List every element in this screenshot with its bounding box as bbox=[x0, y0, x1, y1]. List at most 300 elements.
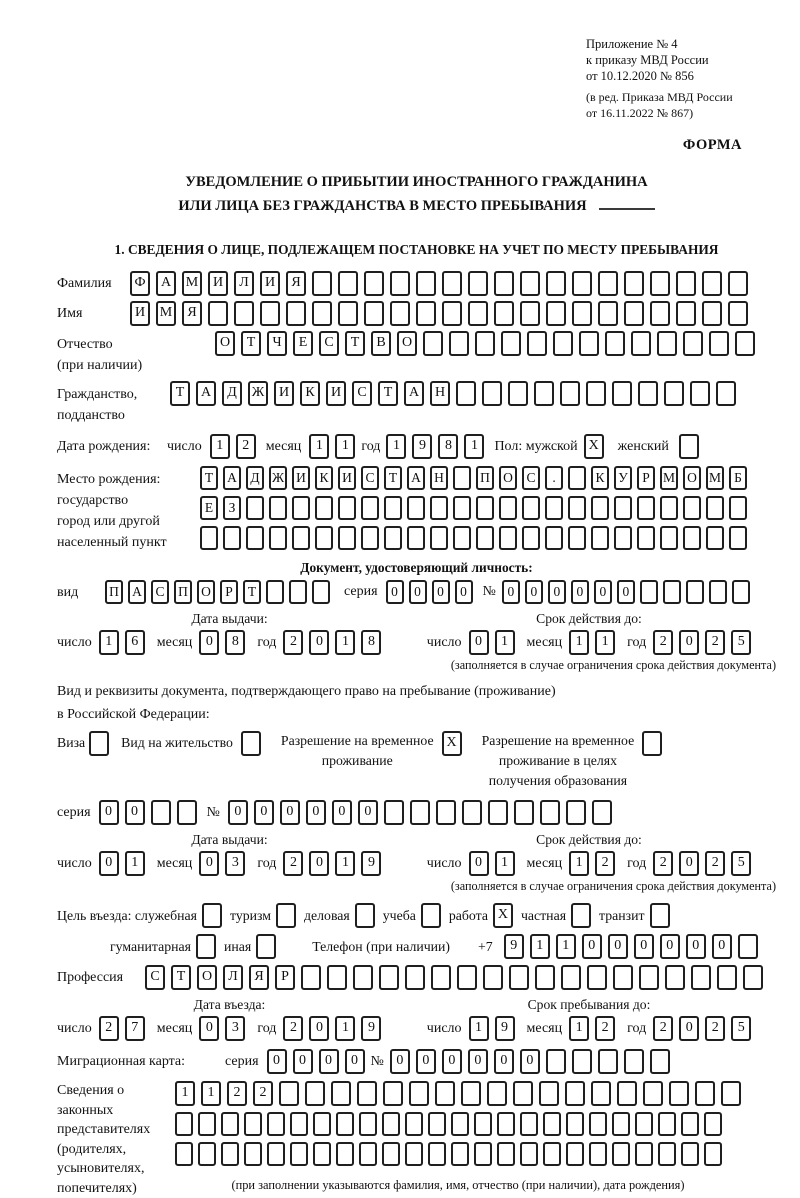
form-cell[interactable] bbox=[543, 1112, 561, 1136]
form-cell[interactable] bbox=[336, 1112, 354, 1136]
form-cell[interactable] bbox=[508, 381, 528, 406]
form-cell[interactable] bbox=[612, 1112, 630, 1136]
form-cell[interactable] bbox=[598, 301, 618, 326]
form-cell[interactable] bbox=[735, 331, 755, 356]
form-cell[interactable] bbox=[624, 301, 644, 326]
form-cell[interactable] bbox=[359, 1142, 377, 1166]
form-cell[interactable]: 0 bbox=[309, 630, 329, 655]
form-cell[interactable]: X bbox=[584, 434, 604, 459]
form-cell[interactable] bbox=[598, 271, 618, 296]
form-cell[interactable] bbox=[704, 1112, 722, 1136]
form-cell[interactable] bbox=[520, 271, 540, 296]
form-cell[interactable]: Я bbox=[182, 301, 202, 326]
form-cell[interactable]: Р bbox=[275, 965, 295, 990]
form-cell[interactable]: Т bbox=[241, 331, 261, 356]
form-cell[interactable]: 2 bbox=[653, 630, 673, 655]
form-cell[interactable] bbox=[589, 1142, 607, 1166]
form-cell[interactable] bbox=[514, 800, 534, 825]
form-cell[interactable] bbox=[586, 381, 606, 406]
form-cell[interactable] bbox=[635, 1142, 653, 1166]
form-cell[interactable] bbox=[499, 496, 517, 520]
form-cell[interactable]: 0 bbox=[99, 851, 119, 876]
form-cell[interactable]: 0 bbox=[345, 1049, 365, 1074]
form-cell[interactable] bbox=[566, 800, 586, 825]
form-cell[interactable] bbox=[702, 301, 722, 326]
form-cell[interactable] bbox=[591, 1081, 611, 1106]
form-cell[interactable] bbox=[624, 271, 644, 296]
form-cell[interactable] bbox=[614, 526, 632, 550]
form-cell[interactable]: 0 bbox=[416, 1049, 436, 1074]
form-cell[interactable]: О bbox=[197, 580, 215, 604]
form-cell[interactable] bbox=[442, 271, 462, 296]
form-cell[interactable]: О bbox=[499, 466, 517, 490]
form-cell[interactable]: Т bbox=[171, 965, 191, 990]
form-cell[interactable] bbox=[436, 800, 456, 825]
form-cell[interactable] bbox=[546, 1049, 566, 1074]
form-cell[interactable] bbox=[312, 271, 332, 296]
form-cell[interactable]: И bbox=[292, 466, 310, 490]
form-cell[interactable] bbox=[244, 1142, 262, 1166]
form-cell[interactable] bbox=[292, 526, 310, 550]
form-cell[interactable] bbox=[568, 496, 586, 520]
form-cell[interactable] bbox=[382, 1112, 400, 1136]
form-cell[interactable]: И bbox=[338, 466, 356, 490]
form-cell[interactable] bbox=[650, 1049, 670, 1074]
form-cell[interactable] bbox=[336, 1142, 354, 1166]
form-cell[interactable] bbox=[315, 496, 333, 520]
form-cell[interactable]: Т bbox=[378, 381, 398, 406]
form-cell[interactable] bbox=[244, 1112, 262, 1136]
form-cell[interactable]: Л bbox=[223, 965, 243, 990]
form-cell[interactable] bbox=[246, 526, 264, 550]
form-cell[interactable] bbox=[407, 526, 425, 550]
form-cell[interactable]: 1 bbox=[495, 630, 515, 655]
form-cell[interactable]: 0 bbox=[319, 1049, 339, 1074]
form-cell[interactable]: 2 bbox=[653, 1016, 673, 1041]
form-cell[interactable] bbox=[476, 496, 494, 520]
form-cell[interactable] bbox=[453, 526, 471, 550]
form-cell[interactable]: Д bbox=[222, 381, 242, 406]
form-cell[interactable]: 0 bbox=[442, 1049, 462, 1074]
form-cell[interactable] bbox=[357, 1081, 377, 1106]
form-cell[interactable]: 0 bbox=[267, 1049, 287, 1074]
form-cell[interactable] bbox=[520, 1142, 538, 1166]
form-cell[interactable]: 2 bbox=[705, 630, 725, 655]
form-cell[interactable]: 1 bbox=[569, 851, 589, 876]
form-cell[interactable]: Р bbox=[637, 466, 655, 490]
form-cell[interactable]: X bbox=[442, 731, 462, 756]
form-cell[interactable]: О bbox=[683, 466, 701, 490]
form-cell[interactable] bbox=[587, 965, 607, 990]
form-cell[interactable]: Т bbox=[384, 466, 402, 490]
form-cell[interactable]: 2 bbox=[253, 1081, 273, 1106]
form-cell[interactable]: 2 bbox=[705, 1016, 725, 1041]
form-cell[interactable] bbox=[305, 1081, 325, 1106]
form-cell[interactable]: О bbox=[397, 331, 417, 356]
form-cell[interactable]: Б bbox=[729, 466, 747, 490]
form-cell[interactable]: 9 bbox=[361, 1016, 381, 1041]
form-cell[interactable] bbox=[494, 271, 514, 296]
form-cell[interactable]: 0 bbox=[548, 580, 566, 604]
form-cell[interactable]: 0 bbox=[228, 800, 248, 825]
form-cell[interactable] bbox=[331, 1081, 351, 1106]
form-cell[interactable] bbox=[416, 271, 436, 296]
form-cell[interactable]: А bbox=[156, 271, 176, 296]
form-cell[interactable] bbox=[520, 301, 540, 326]
form-cell[interactable]: 0 bbox=[502, 580, 520, 604]
form-cell[interactable]: 2 bbox=[236, 434, 256, 459]
form-cell[interactable] bbox=[553, 331, 573, 356]
form-cell[interactable] bbox=[435, 1081, 455, 1106]
form-cell[interactable] bbox=[292, 496, 310, 520]
form-cell[interactable] bbox=[276, 903, 296, 928]
form-cell[interactable]: 2 bbox=[705, 851, 725, 876]
form-cell[interactable] bbox=[527, 331, 547, 356]
form-cell[interactable]: 0 bbox=[594, 580, 612, 604]
form-cell[interactable] bbox=[589, 1112, 607, 1136]
form-cell[interactable] bbox=[695, 1081, 715, 1106]
form-cell[interactable] bbox=[423, 331, 443, 356]
form-cell[interactable]: И bbox=[208, 271, 228, 296]
form-cell[interactable] bbox=[364, 271, 384, 296]
form-cell[interactable]: Я bbox=[286, 271, 306, 296]
form-cell[interactable]: Ж bbox=[248, 381, 268, 406]
form-cell[interactable] bbox=[468, 271, 488, 296]
form-cell[interactable]: 5 bbox=[731, 851, 751, 876]
form-cell[interactable]: 3 bbox=[225, 851, 245, 876]
form-cell[interactable] bbox=[359, 1112, 377, 1136]
form-cell[interactable] bbox=[497, 1142, 515, 1166]
form-cell[interactable]: 0 bbox=[199, 1016, 219, 1041]
form-cell[interactable]: О bbox=[215, 331, 235, 356]
form-cell[interactable]: М bbox=[156, 301, 176, 326]
form-cell[interactable] bbox=[614, 496, 632, 520]
form-cell[interactable] bbox=[301, 965, 321, 990]
form-cell[interactable] bbox=[501, 331, 521, 356]
form-cell[interactable] bbox=[384, 800, 404, 825]
form-cell[interactable]: 1 bbox=[569, 1016, 589, 1041]
form-cell[interactable] bbox=[637, 496, 655, 520]
form-cell[interactable] bbox=[545, 526, 563, 550]
form-cell[interactable]: А bbox=[223, 466, 241, 490]
form-cell[interactable] bbox=[743, 965, 763, 990]
form-cell[interactable]: 1 bbox=[335, 1016, 355, 1041]
form-cell[interactable] bbox=[279, 1081, 299, 1106]
form-cell[interactable] bbox=[202, 903, 222, 928]
form-cell[interactable]: 0 bbox=[199, 630, 219, 655]
form-cell[interactable] bbox=[571, 903, 591, 928]
form-cell[interactable]: 1 bbox=[595, 630, 615, 655]
form-cell[interactable]: 2 bbox=[653, 851, 673, 876]
form-cell[interactable] bbox=[592, 800, 612, 825]
form-cell[interactable] bbox=[631, 331, 651, 356]
form-cell[interactable] bbox=[643, 1081, 663, 1106]
form-cell[interactable]: Д bbox=[246, 466, 264, 490]
form-cell[interactable] bbox=[546, 271, 566, 296]
form-cell[interactable]: Ч bbox=[267, 331, 287, 356]
form-cell[interactable] bbox=[461, 1081, 481, 1106]
form-cell[interactable]: 5 bbox=[731, 630, 751, 655]
form-cell[interactable]: 1 bbox=[464, 434, 484, 459]
form-cell[interactable]: 0 bbox=[432, 580, 450, 604]
form-cell[interactable]: С bbox=[352, 381, 372, 406]
form-cell[interactable] bbox=[405, 1142, 423, 1166]
form-cell[interactable] bbox=[269, 496, 287, 520]
form-cell[interactable] bbox=[338, 271, 358, 296]
form-cell[interactable] bbox=[728, 301, 748, 326]
form-cell[interactable] bbox=[431, 965, 451, 990]
form-cell[interactable]: 0 bbox=[520, 1049, 540, 1074]
form-cell[interactable] bbox=[565, 1081, 585, 1106]
form-cell[interactable] bbox=[716, 381, 736, 406]
form-cell[interactable]: 1 bbox=[309, 434, 329, 459]
form-cell[interactable] bbox=[390, 271, 410, 296]
form-cell[interactable] bbox=[456, 381, 476, 406]
form-cell[interactable] bbox=[379, 965, 399, 990]
form-cell[interactable] bbox=[686, 580, 704, 604]
form-cell[interactable]: 1 bbox=[175, 1081, 195, 1106]
form-cell[interactable] bbox=[312, 580, 330, 604]
form-cell[interactable] bbox=[676, 271, 696, 296]
form-cell[interactable]: О bbox=[197, 965, 217, 990]
form-cell[interactable]: И bbox=[274, 381, 294, 406]
form-cell[interactable]: . bbox=[545, 466, 563, 490]
form-cell[interactable] bbox=[579, 331, 599, 356]
form-cell[interactable]: А bbox=[128, 580, 146, 604]
form-cell[interactable]: 5 bbox=[731, 1016, 751, 1041]
form-cell[interactable] bbox=[640, 580, 658, 604]
form-cell[interactable]: 0 bbox=[358, 800, 378, 825]
form-cell[interactable]: 2 bbox=[99, 1016, 119, 1041]
form-cell[interactable] bbox=[598, 1049, 618, 1074]
form-cell[interactable]: К bbox=[315, 466, 333, 490]
form-cell[interactable] bbox=[520, 1112, 538, 1136]
form-cell[interactable] bbox=[409, 1081, 429, 1106]
form-cell[interactable]: 8 bbox=[438, 434, 458, 459]
form-cell[interactable] bbox=[612, 381, 632, 406]
form-cell[interactable] bbox=[468, 301, 488, 326]
form-cell[interactable]: 2 bbox=[227, 1081, 247, 1106]
form-cell[interactable] bbox=[269, 526, 287, 550]
form-cell[interactable] bbox=[361, 526, 379, 550]
form-cell[interactable] bbox=[410, 800, 430, 825]
form-cell[interactable] bbox=[650, 271, 670, 296]
form-cell[interactable] bbox=[353, 965, 373, 990]
form-cell[interactable] bbox=[690, 381, 710, 406]
form-cell[interactable] bbox=[198, 1142, 216, 1166]
form-cell[interactable]: 0 bbox=[494, 1049, 514, 1074]
form-cell[interactable] bbox=[639, 965, 659, 990]
form-cell[interactable] bbox=[665, 965, 685, 990]
form-cell[interactable] bbox=[572, 301, 592, 326]
form-cell[interactable] bbox=[721, 1081, 741, 1106]
form-cell[interactable] bbox=[256, 934, 276, 959]
form-cell[interactable] bbox=[664, 381, 684, 406]
form-cell[interactable]: 7 bbox=[125, 1016, 145, 1041]
form-cell[interactable] bbox=[642, 731, 662, 756]
form-cell[interactable]: 1 bbox=[495, 851, 515, 876]
form-cell[interactable] bbox=[497, 1112, 515, 1136]
form-cell[interactable] bbox=[488, 800, 508, 825]
form-cell[interactable]: 2 bbox=[595, 1016, 615, 1041]
form-cell[interactable] bbox=[534, 381, 554, 406]
form-cell[interactable] bbox=[457, 965, 477, 990]
form-cell[interactable] bbox=[717, 965, 737, 990]
form-cell[interactable] bbox=[729, 496, 747, 520]
form-cell[interactable]: М bbox=[660, 466, 678, 490]
form-cell[interactable]: 0 bbox=[125, 800, 145, 825]
form-cell[interactable] bbox=[704, 1142, 722, 1166]
form-cell[interactable] bbox=[522, 496, 540, 520]
form-cell[interactable]: 0 bbox=[306, 800, 326, 825]
form-cell[interactable] bbox=[196, 934, 216, 959]
form-cell[interactable]: 0 bbox=[469, 630, 489, 655]
form-cell[interactable]: Я bbox=[249, 965, 269, 990]
form-cell[interactable]: 0 bbox=[679, 851, 699, 876]
form-cell[interactable] bbox=[364, 301, 384, 326]
form-cell[interactable]: 0 bbox=[409, 580, 427, 604]
form-cell[interactable] bbox=[355, 903, 375, 928]
form-cell[interactable]: 0 bbox=[199, 851, 219, 876]
form-cell[interactable]: 2 bbox=[595, 851, 615, 876]
form-cell[interactable]: 8 bbox=[225, 630, 245, 655]
form-cell[interactable] bbox=[691, 965, 711, 990]
form-cell[interactable] bbox=[290, 1112, 308, 1136]
form-cell[interactable]: 0 bbox=[679, 630, 699, 655]
form-cell[interactable]: 1 bbox=[569, 630, 589, 655]
form-cell[interactable] bbox=[591, 526, 609, 550]
form-cell[interactable]: Н bbox=[430, 466, 448, 490]
form-cell[interactable] bbox=[612, 1142, 630, 1166]
form-cell[interactable] bbox=[428, 1112, 446, 1136]
form-cell[interactable] bbox=[732, 580, 750, 604]
form-cell[interactable] bbox=[313, 1142, 331, 1166]
form-cell[interactable]: 0 bbox=[332, 800, 352, 825]
form-cell[interactable]: 1 bbox=[210, 434, 230, 459]
form-cell[interactable]: А bbox=[404, 381, 424, 406]
form-cell[interactable] bbox=[545, 496, 563, 520]
form-cell[interactable] bbox=[560, 381, 580, 406]
form-cell[interactable]: М bbox=[706, 466, 724, 490]
form-cell[interactable]: 0 bbox=[712, 934, 732, 959]
form-cell[interactable]: 0 bbox=[525, 580, 543, 604]
form-cell[interactable] bbox=[221, 1142, 239, 1166]
form-cell[interactable] bbox=[175, 1142, 193, 1166]
form-cell[interactable]: 0 bbox=[386, 580, 404, 604]
form-cell[interactable]: 1 bbox=[386, 434, 406, 459]
form-cell[interactable] bbox=[660, 496, 678, 520]
form-cell[interactable] bbox=[289, 580, 307, 604]
form-cell[interactable] bbox=[286, 301, 306, 326]
form-cell[interactable]: 0 bbox=[608, 934, 628, 959]
form-cell[interactable] bbox=[260, 301, 280, 326]
form-cell[interactable]: 0 bbox=[468, 1049, 488, 1074]
form-cell[interactable]: 0 bbox=[634, 934, 654, 959]
form-cell[interactable]: 0 bbox=[469, 851, 489, 876]
form-cell[interactable] bbox=[679, 434, 699, 459]
form-cell[interactable]: 0 bbox=[455, 580, 473, 604]
form-cell[interactable]: 0 bbox=[99, 800, 119, 825]
form-cell[interactable] bbox=[476, 526, 494, 550]
form-cell[interactable] bbox=[540, 800, 560, 825]
form-cell[interactable] bbox=[390, 301, 410, 326]
form-cell[interactable]: З bbox=[223, 496, 241, 520]
form-cell[interactable] bbox=[539, 1081, 559, 1106]
form-cell[interactable]: 1 bbox=[335, 630, 355, 655]
form-cell[interactable]: С bbox=[522, 466, 540, 490]
form-cell[interactable]: С bbox=[151, 580, 169, 604]
form-cell[interactable] bbox=[683, 331, 703, 356]
form-cell[interactable] bbox=[638, 381, 658, 406]
form-cell[interactable]: И bbox=[326, 381, 346, 406]
form-cell[interactable]: 9 bbox=[412, 434, 432, 459]
form-cell[interactable] bbox=[290, 1142, 308, 1166]
form-cell[interactable] bbox=[681, 1142, 699, 1166]
form-cell[interactable] bbox=[729, 526, 747, 550]
form-cell[interactable]: Р bbox=[220, 580, 238, 604]
form-cell[interactable]: У bbox=[614, 466, 632, 490]
form-cell[interactable]: Ф bbox=[130, 271, 150, 296]
form-cell[interactable] bbox=[383, 1081, 403, 1106]
form-cell[interactable]: 1 bbox=[125, 851, 145, 876]
form-cell[interactable]: 9 bbox=[361, 851, 381, 876]
form-cell[interactable] bbox=[522, 526, 540, 550]
form-cell[interactable] bbox=[568, 526, 586, 550]
form-cell[interactable] bbox=[200, 526, 218, 550]
form-cell[interactable]: П bbox=[476, 466, 494, 490]
form-cell[interactable]: М bbox=[182, 271, 202, 296]
form-cell[interactable] bbox=[561, 965, 581, 990]
form-cell[interactable]: П bbox=[105, 580, 123, 604]
form-cell[interactable] bbox=[234, 301, 254, 326]
form-cell[interactable] bbox=[728, 271, 748, 296]
form-cell[interactable]: А bbox=[407, 466, 425, 490]
form-cell[interactable] bbox=[663, 580, 681, 604]
form-cell[interactable]: 0 bbox=[390, 1049, 410, 1074]
form-cell[interactable]: 1 bbox=[99, 630, 119, 655]
form-cell[interactable] bbox=[208, 301, 228, 326]
form-cell[interactable]: 8 bbox=[361, 630, 381, 655]
form-cell[interactable] bbox=[405, 1112, 423, 1136]
form-cell[interactable] bbox=[706, 496, 724, 520]
form-cell[interactable] bbox=[451, 1142, 469, 1166]
form-cell[interactable]: 0 bbox=[254, 800, 274, 825]
form-cell[interactable] bbox=[382, 1142, 400, 1166]
form-cell[interactable] bbox=[475, 331, 495, 356]
form-cell[interactable]: Л bbox=[234, 271, 254, 296]
form-cell[interactable] bbox=[709, 331, 729, 356]
form-cell[interactable] bbox=[572, 271, 592, 296]
form-cell[interactable] bbox=[246, 496, 264, 520]
form-cell[interactable]: 2 bbox=[283, 851, 303, 876]
form-cell[interactable] bbox=[617, 1081, 637, 1106]
form-cell[interactable]: 0 bbox=[571, 580, 589, 604]
form-cell[interactable] bbox=[483, 965, 503, 990]
form-cell[interactable]: Т bbox=[170, 381, 190, 406]
form-cell[interactable] bbox=[312, 301, 332, 326]
form-cell[interactable] bbox=[453, 496, 471, 520]
form-cell[interactable]: Е bbox=[200, 496, 218, 520]
form-cell[interactable] bbox=[384, 496, 402, 520]
form-cell[interactable] bbox=[482, 381, 502, 406]
form-cell[interactable] bbox=[660, 526, 678, 550]
form-cell[interactable] bbox=[509, 965, 529, 990]
form-cell[interactable]: 0 bbox=[280, 800, 300, 825]
form-cell[interactable] bbox=[568, 466, 586, 490]
form-cell[interactable] bbox=[338, 301, 358, 326]
form-cell[interactable]: 0 bbox=[660, 934, 680, 959]
form-cell[interactable] bbox=[474, 1142, 492, 1166]
